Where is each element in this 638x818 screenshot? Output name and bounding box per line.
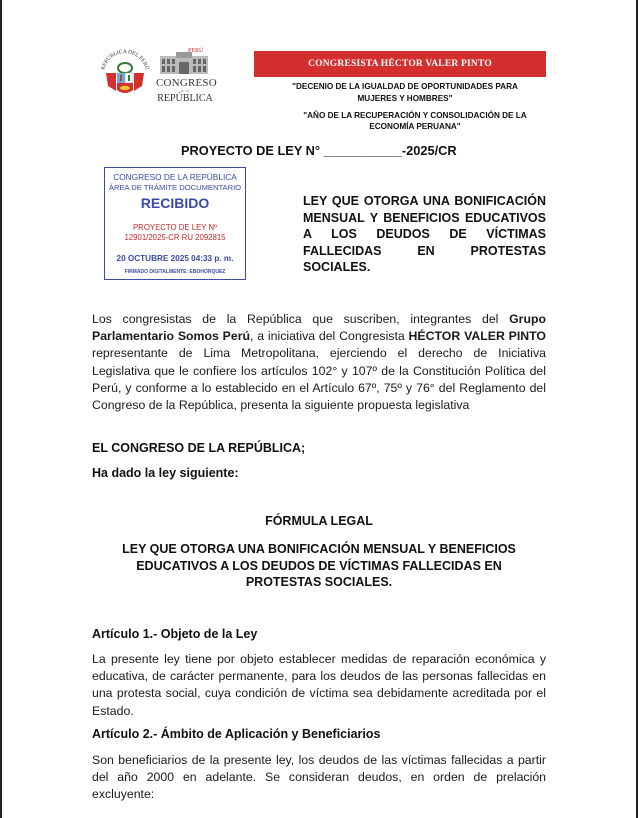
stamp-area: ÁREA DE TRÁMITE DOCUMENTARIO (108, 183, 242, 192)
law-title: LEY QUE OTORGA UNA BONIFICACIÓN MENSUAL Y BENEFICIOS EDUCATIVOS A LOS DEUDOS DE VÍCTIMAS FALLECIDAS EN PROTESTAS SOCIALES. (303, 194, 546, 274)
article-2-body: Son beneficiarios de la presente ley, los deudos de las víctimas fallecidas a partir del año 2000 en adelante. Se consideran deudos, en orden de prelación excluyente: (92, 753, 546, 802)
logo-republica-text: REPÚBLICA (157, 93, 213, 104)
stamp-signed: FIRMADO DIGITALMENTE: EBOHORQUEZ (124, 269, 226, 275)
intro-congresista-name: HÉCTOR VALER PINTO (408, 329, 546, 344)
logo-dela-text: de la (181, 88, 189, 93)
proyecto-de-ley-title: PROYECTO DE LEY N° ___________-2025/CR (181, 143, 457, 158)
decenio-motto: "DECENIO DE LA IGUALDAD DE OPORTUNIDADES PARA MUJERES Y HOMBRES" (292, 82, 518, 103)
stamp-institution: CONGRESO DE LA REPÚBLICA (113, 172, 237, 182)
formula-law-title: LEY QUE OTORGA UNA BONIFICACIÓN MENSUAL Y BENEFICIOS EDUCATIVOS A LOS DEUDOS DE VÍCTIMAS FALLECIDAS EN PROTESTAS SOCIALES. (122, 542, 516, 589)
congreso-heading: EL CONGRESO DE LA REPÚBLICA; (92, 441, 306, 455)
intro-paragraph (92, 311, 546, 414)
stamp-datetime: 20 OCTUBRE 2025 04:33 p. m. (116, 254, 234, 263)
peru-coat-of-arms-logo (96, 46, 154, 104)
ha-dado-heading: Ha dado la ley siguiente: (92, 466, 239, 480)
svg-text:REPÚBLICA DEL PERÚ (100, 49, 151, 71)
intro-text-2: , a iniciativa del Congresista (250, 329, 409, 344)
congresista-banner: CONGRESISTA HÉCTOR VALER PINTO (254, 51, 546, 77)
intro-grupo-parlamentario: Grupo Parlamentario Somos Perú (92, 312, 546, 344)
page-border-left (0, 0, 2, 818)
intro-text-1: Los congresistas de la República que suscriben, integrantes del (92, 312, 510, 326)
anio-motto: "AÑO DE LA RECUPERACIÓN Y CONSOLIDACIÓN DE LA ECONOMÍA PERUANA" (303, 111, 527, 131)
article-2-heading: Artículo 2.- Ámbito de Aplicación y Beneficiarios (92, 727, 381, 741)
intro-text-3: representante de Lima Metropolitana, ejerciendo el derecho de Iniciativa Legislativa que le confiere los artículos 102° y 107º de la Constitución Política del Perú, y conforme a lo establecido en el Artículo 67º, 75º y 76° del Reglamento del Congreso de la República, presenta la siguiente propuesta legislativa (92, 346, 546, 413)
stamp-number: 12901/2025-CR RU 2092815 (124, 233, 226, 242)
stamp-proyecto: PROYECTO DE LEY Nº (132, 223, 218, 232)
escudo-text: REPÚBLICA DEL PERÚ (100, 48, 150, 71)
formula-legal-heading: FÓRMULA LEGAL (265, 514, 373, 528)
article-1-heading: Artículo 1.- Objeto de la Ley (92, 627, 258, 641)
reception-stamp (104, 167, 246, 280)
logo-peru-text: PERÚ (188, 48, 204, 54)
logo-congreso-text: CONGRESO (156, 77, 217, 89)
stamp-status: RECIBIDO (140, 195, 210, 211)
congress-building-icon (160, 52, 208, 74)
congreso-republica-logo (156, 48, 217, 106)
article-1-body: La presente ley tiene por objeto establecer medidas de reparación económica y educativa, de carácter permanente, para los deudos de las personas fallecidas en una protesta social, cuya condición de víctima sea debidamente acreditada por el Estado. (92, 652, 546, 718)
